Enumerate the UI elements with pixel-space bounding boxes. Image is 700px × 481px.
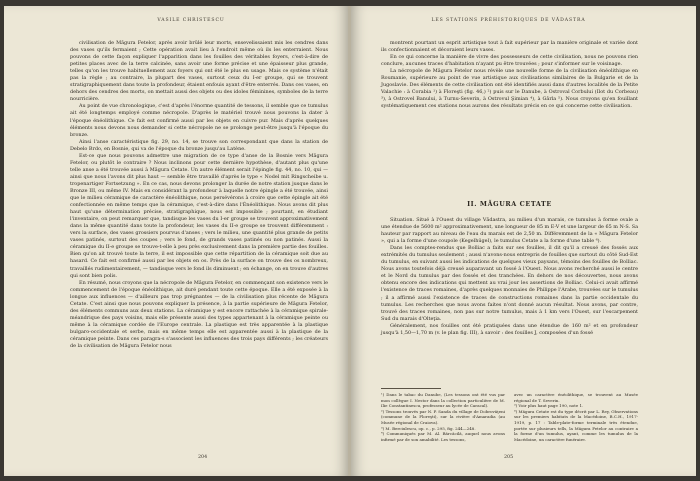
paragraph: montrent pourtant un esprit artistique tout à fait supérieur par la manière originale et variée dont ils confectionnaient et décoraient leurs vases. <box>381 40 638 54</box>
page-number: 204 <box>198 455 208 460</box>
paragraph: Situation. Situé à l'Ouest du village Vădastra, au milieu d'un marais, ce tumulus à forme ovale a une étendue de 5600 m² approximativement, une longueur de 85 m E-V et une largeur de 65 m N-S. Sa hauteur par rapport au niveau de l'eau du marais est de 2,50 m. Différemment de la « Măgura Fetelor », qui a la forme d'une coupole (Kegelhügel), le tumulus Cetate a la forme d'une table ⁶). <box>381 217 638 245</box>
paragraph: Est-ce que nous pouvons admettre une migration de ce type d'anse de la Bosnie vers Măgura Fetelor, ou plutôt le contraire ? Nous inclinons pour cette dernière hypothèse, d'autant plus qu'une telle anse a été trouvée aussi à Măgura Cetate. Un autre élément serait l'épingle fig. 44, no. 10, qui — ainsi que nous l'avons dit plus haut — semble être travaillé d'après le type « Nodel mit Ringscheibe u. tropenartiger Fortsetzung ». En ce cas, nous devons prolonger la durée de notre station jusque dans le Bronze III, ou même IV. Mais en considérant la profondeur à laquelle notre épingle a été trouvée, ainsi que le milieu céramique de caractère énéolithique, nous persévérons à croire que cette épingle ait été confectionnée en même temps que la céramique, c'est-à-dire dans l'Énéolithique. Nous avons dit plus haut qu'une détermination précise, stratigraphique, nous est impossible ; pourtant, en étudiant l'inventaire, on peut remarquer que, tandisque les vases du I-er groupe se trouvent approximativement dans la même quantité dans toute la profondeur, les vases du II-e groupe se trouvent différemment : vers la surface, des vases grossiers pourvus d'anses ; vers le milieu, une quantité plus grande de petits vases patinés, surtout des coupes ; vers le fond, de grands vases patinés ou non patinés. Aussi la céramique du II-e groupe se trouve-t-elle à peu près exclusivement dans la première partie des fouilles. Bien qu'on ait trouvé toute la terre, il est impossible que cette répartition de la céramique soit due au hasard. Ce fait est confirmé aussi par les objets en os. Près de la surface on trouve des os nombreux, travaillés rudimentairement, — tandisque vers le fond ils diminuent ; en échange, on en trouve d'autres qui sont bien polis. <box>70 152 328 279</box>
paragraph: Ainsi l'anse caractéristique fig. 29, no. 14, se trouve son correspondant que dans la station de Debelo Brdo, en Bosnie, qui va de l'époque du bronze jusqu'au Latène. <box>70 138 328 152</box>
footnote: ⁵) Voir plus haut page 190, note 1. <box>514 403 584 409</box>
footnote: ³) M. Berciulescu, op. c., p. 295, fig. 244—248. <box>381 425 476 431</box>
left-page <box>4 6 348 476</box>
paragraph: En résumé, nous croyons que la nécropole de Măgura Fetelor, en commençant son existence vers le commencement de l'époque énéolithique, ait duré pendant toute cette époque. Elle a été exposée à la longue aux influences — d'ailleurs pas trop prégnantes — de la civilisation plus récente de Măgura Cetate. C'est ainsi que nous pouvons expliquer la présence, à la partie supérieure de Măgura Fetelor, des éléments communs aux deux stations. La céramique y est encore rattachée à la céramique spirale-méandrique des pays voisins, mais elle présente aussi des types appartenant à la céramique peinte ou même à la céramique cordée de l'Europe centrale. La plastique est très apparentée à la plastique bulgaro-occidentale et serbe, mais en même temps elle est apparentée aussi à la plastique de la céramique peinte. Dans ces paragra-s s'associent les influences des trois pays différents ; les créateurs de la civilisation de Măgura Fetelor nous <box>70 279 328 350</box>
paragraph: civilisation de Măgura Fetelor, après avoir brûlé leur morts, ensevelissaient mis les cendres dans des vases qu'ils fermaient ; Cette opération avait lieu à l'endroit même où ils les enterraient. Nous pouvons de cette façon expliquer l'apparition dans les fouilles des véritables foyers, c'est-à-dire de petites places avec de la terre calcinée, sans avoir une forme précise et une épaisseur plus grande, telles qu'on les trouve habituellement aux foyers qui ont été le plus en usage. Mais ce système n'était pas la règle ; au contraire, la plupart des vases, surtout ceux du I-er groupe, qui se trouvent stratigraphiquement dans toute la profondeur, étaient enfouis ayant d'être enterrés. Dans ces vases, en dehors des cendres des morts, on mettait aussi des objets ou des idoles féminines, symboles de la terre nourricière. <box>70 40 328 103</box>
footnotes <box>381 392 638 442</box>
body-text-top <box>381 40 638 110</box>
paragraph: Au point de vue chronologique, c'est d'après l'énorme quantité de tessons, il semble que ce tumulus ait été longtemps employé comme nécropole. D'après le matériel trouvé nous pouvons la dater à l'époque énéolithique. Ce fait est confirmé aussi par les objets en cuivre pur. Mais d'après quelques éléments nous devons nous demander si cette nécropole ne se prolonge peut-être jusqu'à l'époque du bronze. <box>70 103 328 138</box>
footnote-column-2 <box>514 392 638 442</box>
body-text <box>70 40 328 350</box>
section-heading: II. MĂGURA CETATE <box>467 200 552 208</box>
page-number: 205 <box>504 455 514 460</box>
paragraph: La nécropole de Măgura Fetelor nous révèle une nouvelle forme de la civilisation énéolithique en Roumanie, supérieure au point de vue artistique aux civilisations similaires de la Bulgarie et de la Jugoslavie. Des éléments de cette civilisation ont été identifiés aussi dans d'autres localités de la Petite Valachie : à Corabia ¹) à Floreşti (fig. 46,) ²) puis sur le Danube, à Ostroval Corbului (Ilot du Corbeau) ³), à Ostrovel Banului, à Turnu-Severin, à Ostrovul Şimian ⁴), à Gârla ⁵). Nous croyons qu'en fouillant systématiquement ces stations nous aurons des résultats précis en ce qui concerne cette civilisation. <box>381 68 638 110</box>
paragraph: Dans les comptes-rendus que Bolliac a faits sur ses fouilles, il dit qu'il a creusé des fossés aux extrémités du tumulus seulement ; aussi n'avons-nous entrepris de fouilles que surtout du côté Sud-Est du tumulus, en suivant aussi les indications de quelques vieux paysans, témoins des fouilles de Bolliac. Nous avons toutefois déjà creusé auparavant un fossé à l'Ouest. Nous avons recherché aussi le centre et le Nord du tumulus par des fossés et des tranchées. En dehors de nos découvertes, nous avons obtenu encore des indications qui mettent au vrai jour les assertions de Bolliac. Celui-ci avait affirmé l'existence de traces romaines, d'après quelques monnaies de Philippe l'Arabe, trouvées sur le tumulus ; il a affirmé aussi l'existence de traces de constructions romaines dans la partie occidentale du tumulus. Les recherches que nous avons faites n'ont donné aucun résultat. Nous avons, par contre, trouvé des traces romaines, non pas sur notre tumulus, mais à 1 km vers l'Ouest, sur l'escarpement Sud du marais d'Olteţia. <box>381 245 638 322</box>
body-text-bottom <box>381 217 638 337</box>
footnote: ¹) Dans le tabac du Danube, (Les tessons ont été vus par mon collègue I. Nestor dans la collection particulière de M. Ilie Constantinescu, professeur au lycée de Caracal). <box>381 392 505 409</box>
running-head: LES STATIONS PRÉHISTORIQUES DE VĂDASTRA <box>431 18 586 23</box>
footnote: ⁴) Communiqués par M. Al. Bărcăcilă, auquel nous avons infirmé par de son amabilité. Les tessons, <box>381 431 505 442</box>
footnote-rule <box>381 388 441 389</box>
footnote: avec un caractère énéolithique, se trouvent au Musée régional de T. Severin. <box>514 392 638 403</box>
footnote: ²) Tessons trouvés par N. P. Sanda du village de Dobrovăţeni (commune de la Floreşti), sur la rivière d'Amaradia (au Musée régional de Craiova). <box>381 408 505 425</box>
running-head: VASILE CHRISTESCU <box>157 18 225 23</box>
footnote: ⁶) Măgura Cetate est du type décrit par L. Rey, Observations sur les premiers habitats de la Macédoine, B.C.H., 1917-1919, p. 17 : Table-plate-forme terminale très étendue, portée sur plusieurs tells, la Măgura Fetelor au contraire a la forme d'un tumulus, ayant, comme les tumulus de la Macédoine, un caractère funéraire. <box>514 408 638 442</box>
paragraph: En ce qui concerne la manière de vivre des possesseurs de cette civilisation, nous ne pouvons rien conclure, aucunes traces d'habitation n'ayant pu être trouvées ; pour s'informer sur le voisinage. <box>381 54 638 68</box>
right-page <box>351 6 696 476</box>
paragraph: Généralement, nos fouilles ont été pratiquées dans une étendue de 160 m² et en profondeur jusqu'à 1,50—1,70 m (v. le plan fig. III), à savoir : des fouilles J, composées d'un fossé <box>381 322 638 336</box>
footnote-column-1 <box>381 392 505 442</box>
